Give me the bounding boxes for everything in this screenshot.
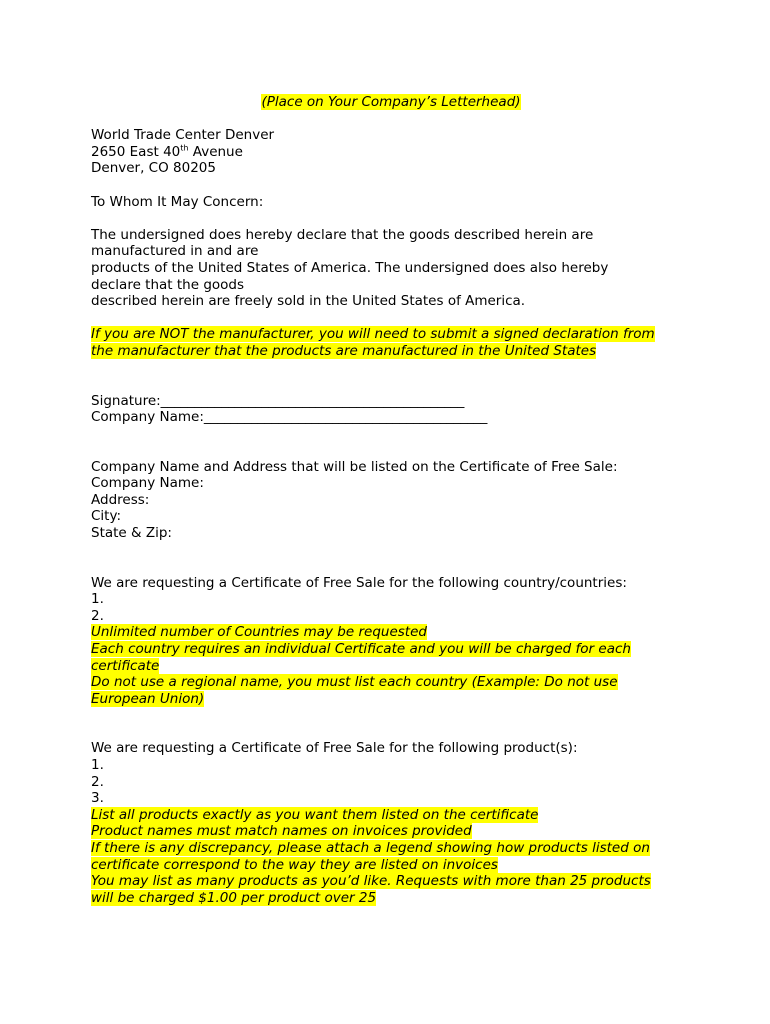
company-name-line: Company Name:__________________________________________ — [91, 409, 488, 426]
recipient-address — [91, 127, 691, 177]
countries-note: certificate — [91, 657, 160, 674]
products-note: Product names must match names on invoices provided — [91, 823, 472, 840]
field-city: City: — [91, 508, 122, 525]
products-heading: We are requesting a Certificate of Free Sale for the following product(s): — [91, 740, 578, 757]
countries-section — [91, 575, 691, 708]
products-note: List all products exactly as you want them listed on the certificate — [91, 806, 539, 823]
country-item: 1. — [91, 591, 104, 608]
letterhead-note: (Place on Your Company’s Letterhead) — [261, 94, 521, 110]
certificate-address-section — [91, 459, 691, 542]
product-item: 3. — [91, 790, 104, 807]
products-note: will be charged $1.00 per product over 25 — [91, 889, 377, 906]
products-section — [91, 740, 691, 906]
declaration-paragraph: The undersigned does hereby declare that the goods described herein are manufactured in and are products of the United States of America. The undersigned does also hereby declare that the goods described herein are freely sold in the United States of America. — [91, 226, 609, 310]
countries-heading: We are requesting a Certificate of Free Sale for the following country/countries: — [91, 574, 627, 591]
countries-note: Each country requires an individual Certificate and you will be charged for each — [91, 641, 631, 658]
products-note: If there is any discrepancy, please attach a legend showing how products listed on — [91, 839, 650, 856]
products-note: You may list as many products as you’d like. Requests with more than 25 products — [91, 873, 651, 890]
field-address: Address: — [91, 491, 150, 508]
field-company-name: Company Name: — [91, 475, 204, 492]
countries-note: Do not use a regional name, you must list each country (Example: Do not use — [91, 674, 618, 691]
product-item: 1. — [91, 757, 104, 773]
countries-note: European Union) — [91, 690, 205, 707]
products-note: certificate correspond to the way they are listed on invoices — [91, 856, 498, 873]
signature-block — [91, 393, 691, 426]
countries-note: Unlimited number of Countries may be requested — [91, 624, 427, 641]
salutation: To Whom It May Concern: — [91, 193, 264, 210]
country-item: 2. — [91, 607, 104, 624]
certificate-address-heading: Company Name and Address that will be listed on the Certificate of Free Sale: — [91, 458, 618, 475]
signature-line: Signature:_____________________________________________ — [91, 392, 465, 409]
product-item: 2. — [91, 773, 104, 790]
address-line-3: Denver, CO 80205 — [91, 160, 216, 177]
address-line-1: World Trade Center Denver — [91, 127, 275, 144]
letter-body — [91, 94, 691, 906]
field-state-zip: State & Zip: — [91, 525, 172, 542]
manufacturer-note: If you are NOT the manufacturer, you will need to submit a signed declaration from the manufacturer that the products are manufactured in the United States — [91, 326, 655, 359]
address-line-2: 2650 East 40th Avenue — [91, 143, 243, 160]
